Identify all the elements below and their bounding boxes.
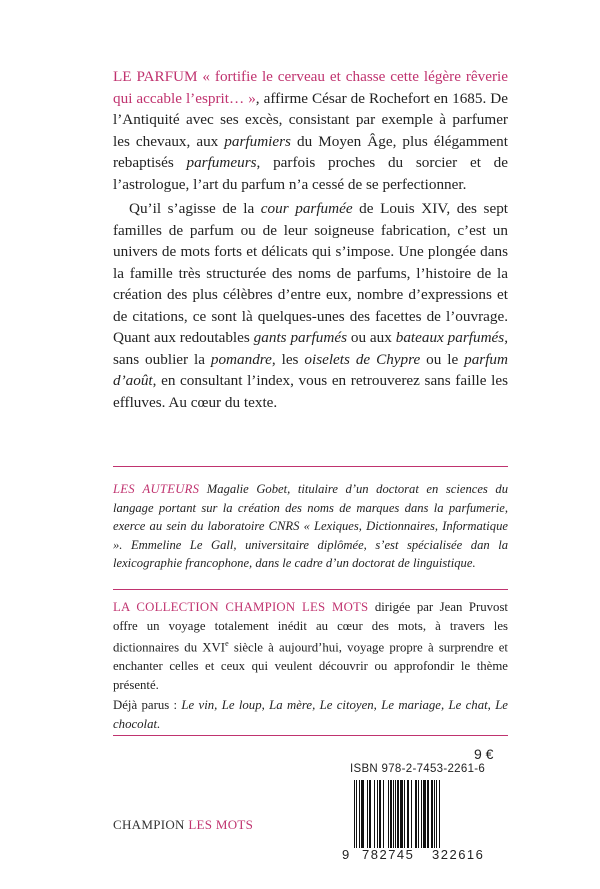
barcode-gap: [440, 780, 441, 848]
divider-top: [113, 466, 508, 467]
blurb-italic: parfumeurs: [186, 154, 257, 171]
back-cover-blurb: [113, 66, 508, 413]
collection-section: [113, 598, 508, 733]
price-label: 9 €: [474, 746, 494, 762]
divider-bottom: [113, 735, 508, 736]
blurb-italic: parfum d’août: [113, 350, 508, 389]
isbn-barcode: [340, 763, 508, 867]
blurb-text: du Moyen Âge, plus élégamment rebaptisés: [113, 132, 508, 171]
blurb-text: , les: [271, 350, 305, 368]
blurb-text: ou aux: [346, 329, 396, 346]
barcode-first-digit: 9: [342, 847, 351, 862]
blurb-text: Qu’il s’agisse de la: [129, 200, 261, 217]
already-published: [113, 696, 508, 733]
collection-label: LA COLLECTION CHAMPION LES MOTS: [113, 600, 369, 614]
blurb-text: , affirme César de Rochefort en 1685. De l’Antiquité avec ses excès, consistant par exemple à parfumer les chevaux, aux: [113, 89, 508, 150]
blurb-text: , sans oublier la: [113, 329, 508, 368]
collection-superscript: e: [225, 639, 229, 649]
blurb-italic: parfumiers: [224, 132, 291, 150]
blurb-italic: cour parfumée: [260, 200, 353, 217]
divider-middle: [113, 589, 508, 590]
blurb-paragraph-1: [113, 66, 508, 195]
blurb-lead-quote: LE PARFUM « fortifie le cerveau et chasse cette légère rêverie qui accable l’esprit… »: [113, 68, 508, 107]
authors-text: Magalie Gobet, titulaire d’un doctorat en sciences du langage portant sur la création des noms de marques dans la parfumerie, exerce au sein du laboratoire CNRS « Lexiques, Dictionnaires, Informatique ». Emmeline Le Gall, universitaire diplômée, s’est spécialisée dan la lexicographie francophone, dans le cadre d’un doctorat de linguistique.: [113, 482, 508, 571]
barcode-bars: [354, 780, 504, 848]
barcode-right-group: 322616: [432, 847, 485, 862]
blurb-italic: bateaux parfumés: [395, 329, 505, 346]
brand-les-mots: LES MOTS: [188, 817, 254, 832]
blurb-italic: oiselets de Chypre: [304, 350, 421, 368]
collection-text-a: dirigée par Jean Pruvost offre un voyage totalement inédit au cœur des mots, à travers les dictionnaires du XVI: [113, 600, 508, 655]
blurb-italic: gants parfumés: [253, 329, 347, 346]
already-published-titles: Le vin, Le loup, La mère, Le citoyen, Le mariage, Le chat, Le chocolat.: [113, 698, 508, 731]
blurb-text: , parfois proches du sorcier et de l’astrologue, l’art du parfum n’a cessé de se perfectionner.: [113, 154, 508, 193]
brand-champion: CHAMPION: [113, 817, 185, 832]
authors-label: LES AUTEURS: [113, 482, 200, 496]
blurb-paragraph-2: [113, 198, 508, 413]
authors-section: [113, 480, 508, 573]
blurb-text: , en consultant l’index, vous en retrouverez sans faille les effluves. Au cœur du texte.: [113, 372, 508, 411]
blurb-italic: pomandre: [210, 350, 272, 368]
blurb-text: ou le: [420, 350, 465, 368]
collection-text-b: siècle à aujourd’hui, voyage propre à surprendre et enchanter celles et ceux qui veulent découvrir ou approfondir le thème présenté.: [113, 640, 508, 692]
already-published-label: Déjà parus :: [113, 698, 182, 713]
isbn-text: ISBN 978-2-7453-2261-6: [350, 763, 486, 775]
blurb-text: de Louis XIV, des sept familles de parfum ou de leur soigneuse fabrication, c’est un univers de mots forts et délicats qui s’impose. Une plongée dans la famille très structurée des noms de parfums, l’histoire de la création des plus célèbres d’entre eux, nombre d’expressions et de citations, ce sont là quelques-unes des facettes de l’ouvrage. Quant aux redoutables: [113, 200, 509, 346]
barcode-left-group: 782745: [362, 847, 415, 862]
publisher-brand: [113, 817, 253, 833]
